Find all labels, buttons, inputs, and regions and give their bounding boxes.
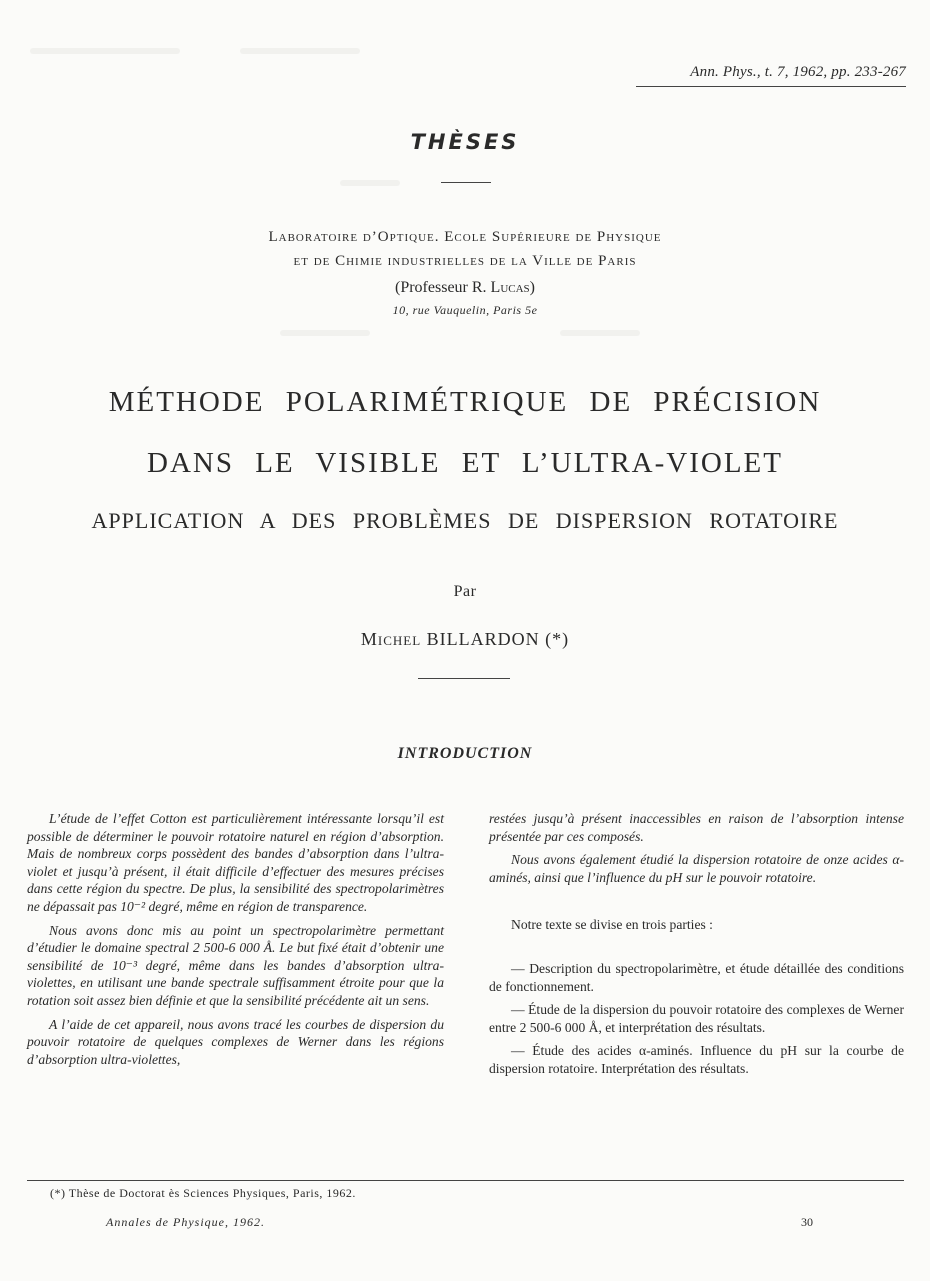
journal-citation: Ann. Phys., t. 7, 1962, pp. 233-267 xyxy=(690,64,906,80)
show-through-mark xyxy=(240,48,360,54)
section-label: THÈSES xyxy=(410,130,520,154)
laboratory-line-2: et de Chimie industrielles de la Ville de Paris xyxy=(293,253,637,269)
title-line-2: DANS LE VISIBLE ET L’ULTRA-VIOLET xyxy=(147,447,783,479)
author-name xyxy=(0,629,930,650)
show-through-mark xyxy=(560,330,640,336)
list-item: — Étude de la dispersion du pouvoir rotatoire des complexes de Werner entre 2 500-6 000 Å, et interprétation des résultats. xyxy=(489,1002,904,1035)
paragraph: Notre texte se divise en trois parties : xyxy=(511,917,713,933)
author-last-name: BILLARDON (*) xyxy=(426,629,570,649)
director-prefix: (Professeur R. xyxy=(395,279,491,296)
journal-footer: Annales de Physique, 1962. xyxy=(106,1215,265,1229)
subtitle: APPLICATION A DES PROBLÈMES DE DISPERSION ROTATOIRE xyxy=(91,508,839,533)
footnote-rule xyxy=(27,1180,904,1181)
paragraph: Nous avons également étudié la dispersion rotatoire de onze acides α-aminés, ainsi que l’influence du pH sur le pouvoir rotatoire. xyxy=(489,852,904,885)
page-number: 30 xyxy=(801,1215,813,1229)
divider-rule xyxy=(418,678,510,679)
director-suffix: ) xyxy=(529,279,535,296)
paragraph: Nous avons donc mis au point un spectropolarimètre permettant d’étudier le domaine spectral 2 500-6 000 Å. Le but fixé était d’obtenir une sensibilité de 10⁻³ degré, même dans les bandes d’absorption ultra-violettes, en utilisant une bande spectrale suffisamment étroite pour que la rotation soit assez bien définie et que la sensibilité précédente ait un sens. xyxy=(27,922,444,1008)
list-item: — Étude des acides α-aminés. Influence du pH sur la courbe de dispersion rotatoire. Interprétation des résultats. xyxy=(489,1043,904,1076)
paragraph: restées jusqu’à présent inaccessibles en raison de l’absorption intense présentée par ces composés. xyxy=(489,811,904,844)
right-column xyxy=(489,810,904,1084)
show-through-mark xyxy=(280,330,370,336)
laboratory-director xyxy=(0,279,930,297)
laboratory-line-1: Laboratoire d’Optique. Ecole Supérieure de Physique xyxy=(268,229,662,245)
left-column xyxy=(27,810,444,1074)
show-through-mark xyxy=(340,180,400,186)
title-line-1: MÉTHODE POLARIMÉTRIQUE DE PRÉCISION xyxy=(108,386,822,418)
list-item: — Description du spectropolarimètre, et étude détaillée des conditions de fonctionnement. xyxy=(489,960,904,994)
paragraph: L’étude de l’effet Cotton est particulièrement intéressante lorsqu’il est possible de déterminer le pouvoir rotatoire naturel en région d’absorption. Mais de nombreux corps possèdent des bandes d’absorption dans l’ultra-violet et jusqu’à présent, il était difficile d’effectuer des mesures précises dans cette région du spectre. De plus, la sensibilité des spectropolarimètres ne dépassait pas 10⁻² degré, même en région de transparence. xyxy=(27,811,444,914)
divider-rule xyxy=(441,182,491,183)
show-through-mark xyxy=(30,48,180,54)
introduction-heading: INTRODUCTION xyxy=(397,745,533,762)
paragraph: A l’aide de cet appareil, nous avons tracé les courbes de dispersion du pouvoir rotatoire de quelques complexes de Werner dans les régions d’absorption ultra-violettes, xyxy=(27,1016,444,1067)
footnote: (*) Thèse de Doctorat ès Sciences Physiques, Paris, 1962. xyxy=(50,1186,356,1200)
header-rule xyxy=(636,86,906,87)
director-name: Lucas xyxy=(490,279,530,296)
author-first-name: Michel xyxy=(360,629,422,649)
byline-par: Par xyxy=(453,583,477,600)
laboratory-address: 10, rue Vauquelin, Paris 5e xyxy=(392,303,538,317)
